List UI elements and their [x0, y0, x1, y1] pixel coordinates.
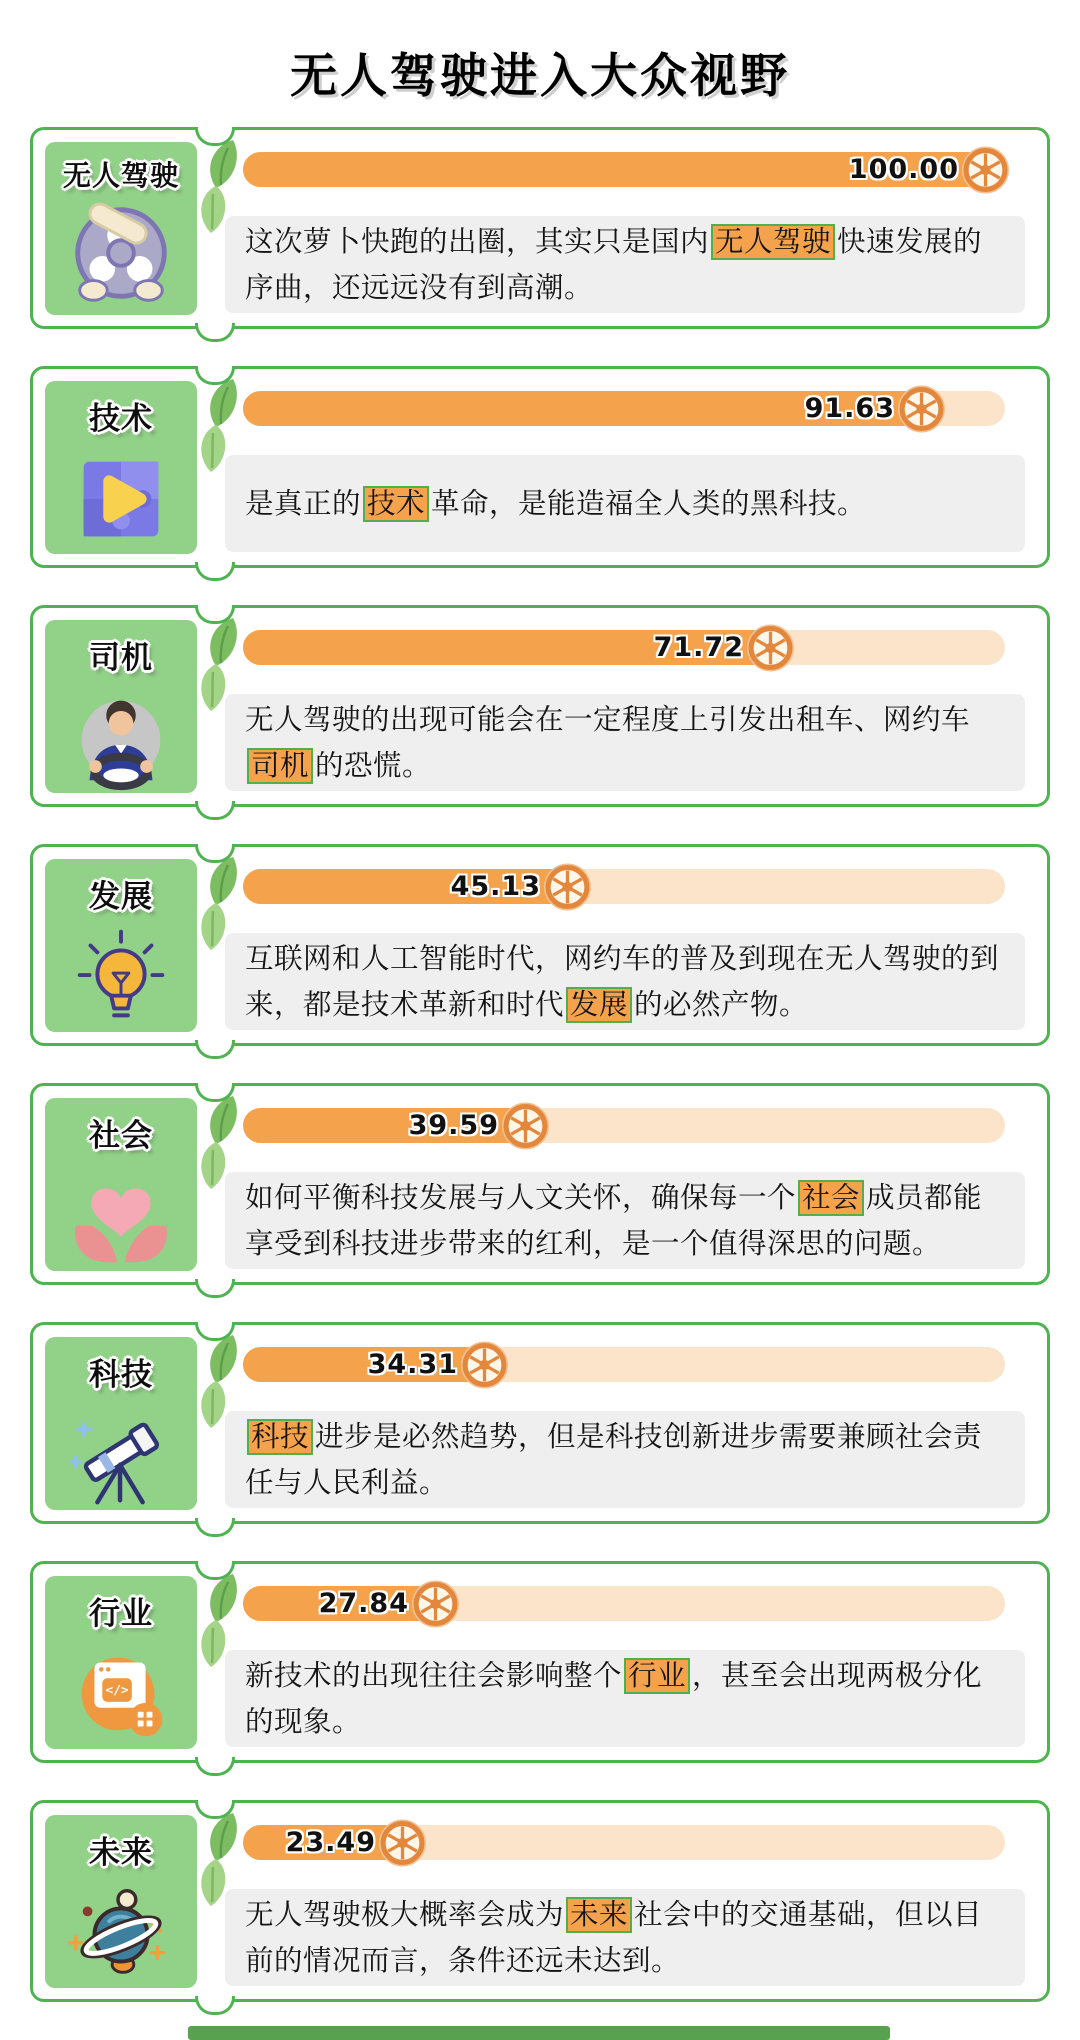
- description-segment: 的必然产物。: [634, 988, 809, 1021]
- description-segment: 无人驾驶极大概率会成为: [245, 1898, 565, 1931]
- keyword-panel: [45, 859, 197, 1032]
- description-box: [225, 694, 1025, 791]
- description-segment: 这次萝卜快跑的出圈，其实只是国内: [245, 225, 710, 258]
- bar-value: 71.72: [653, 632, 744, 663]
- description-text: [225, 1892, 1025, 1984]
- bar-fill: [243, 630, 790, 665]
- keyword-highlight: 技术: [363, 486, 429, 522]
- keyword-card: [30, 1083, 1050, 1285]
- keyword-label: 无人驾驶: [62, 160, 179, 191]
- description-segment: 新技术的出现往往会影响整个: [245, 1659, 623, 1692]
- description-text: [225, 1653, 1025, 1745]
- keyword-card: [30, 1800, 1050, 2002]
- bar-track: [243, 1108, 1005, 1143]
- leaf-icon: [195, 1094, 247, 1192]
- keyword-label: 技术: [89, 401, 153, 436]
- description-segment: 无人驾驶的出现可能会在一定程度上引发出租车、网约车: [245, 703, 971, 736]
- description-text: [225, 1414, 1025, 1506]
- description-text: [225, 1175, 1025, 1267]
- leaf-icon: [195, 616, 247, 714]
- keyword-label: 行业: [89, 1596, 153, 1631]
- keyword-panel: [45, 1815, 197, 1988]
- wheel-icon: [412, 1580, 459, 1627]
- keyword-card: [30, 366, 1050, 568]
- description-text: [225, 936, 1025, 1028]
- keyword-highlight: 未来: [566, 1897, 632, 1933]
- keyword-card: [30, 127, 1050, 329]
- leaf-icon: [195, 377, 247, 475]
- card-bottom-notch: [195, 1996, 235, 2015]
- description-box: [225, 933, 1025, 1030]
- play-puzzle-icon: [62, 440, 180, 554]
- description-segment: 快速发展的序曲，还远远没有到高潮。: [245, 225, 983, 304]
- description-segment: 革命，是能造福全人类的黑科技。: [431, 487, 867, 520]
- keyword-label: 社会: [89, 1118, 153, 1153]
- keyword-highlight: 无人驾驶: [711, 224, 835, 260]
- description-segment: 进步是必然趋势，但是科技创新进步需要兼顾社会责任与人民利益。: [245, 1420, 983, 1499]
- wheel-icon: [461, 1341, 508, 1388]
- wheel-icon: [544, 863, 591, 910]
- wheel-icon: [379, 1819, 426, 1866]
- card-bottom-notch: [195, 1518, 235, 1537]
- description-segment: 是真正的: [245, 487, 362, 520]
- card-bottom-notch: [195, 801, 235, 820]
- bar-fill: [243, 152, 1005, 187]
- bar-value: 100.00: [848, 154, 959, 185]
- industry-code-icon: [62, 1635, 180, 1749]
- heart-hands-icon: [62, 1157, 180, 1271]
- description-segment: ，甚至会出现两极分化的现象。: [245, 1659, 983, 1738]
- description-box: [225, 1889, 1025, 1986]
- bar-value: 23.49: [285, 1827, 376, 1858]
- description-box: [225, 455, 1025, 552]
- keyword-label: 科技: [89, 1357, 153, 1392]
- description-segment: 社会中的交通基础，但以目前的情况而言，条件还远未达到。: [245, 1898, 983, 1977]
- keyword-panel: [45, 142, 197, 315]
- leaf-icon: [195, 855, 247, 953]
- description-text: [225, 481, 886, 527]
- keyword-panel: [45, 620, 197, 793]
- description-box: [225, 1650, 1025, 1747]
- description-box: [225, 216, 1025, 313]
- steering-wheel-icon: [62, 196, 180, 314]
- description-segment: 的恐慌。: [315, 749, 432, 782]
- description-segment: 成员都能享受到科技进步带来的红利，是一个值得深思的问题。: [245, 1181, 983, 1260]
- bar-fill: [243, 391, 941, 426]
- bar-track: [243, 630, 1005, 665]
- keyword-panel: [45, 1576, 197, 1749]
- bar-fill: [243, 1347, 504, 1382]
- leaf-icon: [195, 1811, 247, 1909]
- card-bottom-notch: [195, 1040, 235, 1059]
- keyword-panel: [45, 381, 197, 554]
- bar-track: [243, 1347, 1005, 1382]
- keyword-card: [30, 605, 1050, 807]
- footer-bar: [188, 2026, 890, 2040]
- keyword-label: 未来: [89, 1835, 153, 1870]
- description-segment: 如何平衡科技发展与人文关怀，确保每一个: [245, 1181, 797, 1214]
- bar-fill: [243, 1586, 455, 1621]
- keyword-highlight: 发展: [566, 987, 632, 1023]
- card-bottom-notch: [195, 1757, 235, 1776]
- bar-value: 34.31: [367, 1349, 458, 1380]
- card-bottom-notch: [195, 323, 235, 342]
- bar-track: [243, 1586, 1005, 1621]
- bar-fill: [243, 869, 587, 904]
- wheel-icon: [962, 146, 1009, 193]
- bar-value: 39.59: [408, 1110, 499, 1141]
- wheel-icon: [747, 624, 794, 671]
- bar-track: [243, 869, 1005, 904]
- bar-value: 91.63: [804, 393, 895, 424]
- bar-fill: [243, 1825, 422, 1860]
- card-bottom-notch: [195, 1279, 235, 1298]
- description-box: [225, 1172, 1025, 1269]
- keyword-highlight: 社会: [798, 1180, 864, 1216]
- lightbulb-icon: [62, 918, 180, 1032]
- keyword-panel: [45, 1337, 197, 1510]
- bar-track: [243, 391, 1005, 426]
- keyword-highlight: 科技: [247, 1419, 313, 1455]
- planet-icon: [62, 1874, 180, 1988]
- page-title: 无人驾驶进入大众视野: [290, 49, 790, 103]
- description-text: [225, 219, 1025, 311]
- wheel-icon: [502, 1102, 549, 1149]
- description-text: [225, 697, 1025, 789]
- keyword-panel: [45, 1098, 197, 1271]
- bar-value: 27.84: [318, 1588, 409, 1619]
- leaf-icon: [195, 138, 247, 236]
- keyword-card: [30, 844, 1050, 1046]
- telescope-icon: [62, 1396, 180, 1510]
- leaf-icon: [195, 1572, 247, 1670]
- keyword-card: [30, 1322, 1050, 1524]
- driver-icon: [62, 679, 180, 793]
- bar-fill: [243, 1108, 545, 1143]
- keyword-label: 发展: [89, 879, 153, 914]
- keyword-card: [30, 1561, 1050, 1763]
- wheel-icon: [898, 385, 945, 432]
- leaf-icon: [195, 1333, 247, 1431]
- description-segment: 互联网和人工智能时代，网约车的普及到现在无人驾驶的到来，都是技术革新和时代: [245, 942, 1000, 1021]
- bar-track: [243, 1825, 1005, 1860]
- bar-value: 45.13: [450, 871, 541, 902]
- card-bottom-notch: [195, 562, 235, 581]
- description-box: [225, 1411, 1025, 1508]
- keyword-highlight: 司机: [247, 748, 313, 784]
- card-list: [30, 127, 1050, 2002]
- keyword-highlight: 行业: [624, 1658, 690, 1694]
- keyword-label: 司机: [89, 640, 153, 675]
- bar-track: [243, 152, 1005, 187]
